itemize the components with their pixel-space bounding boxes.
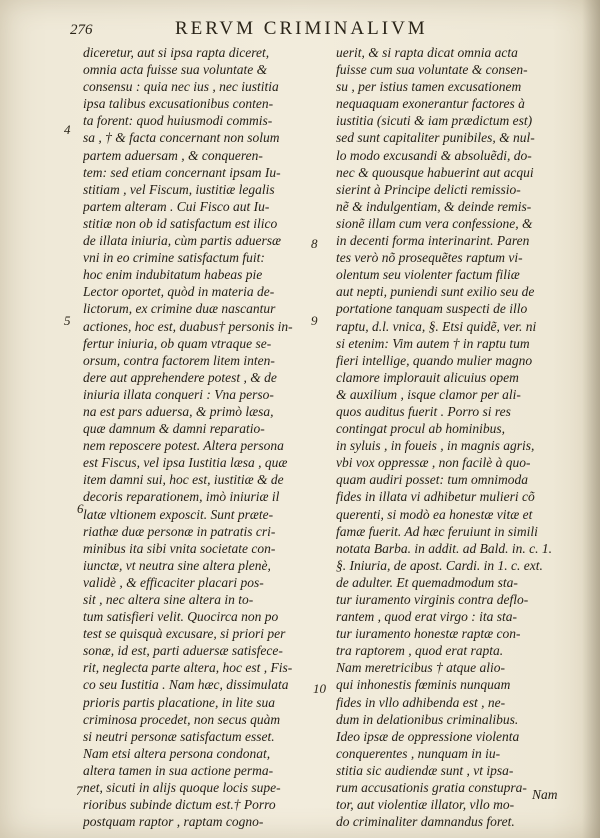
text-line: stitiæ non ob id satisfactum est ilico <box>83 215 278 231</box>
running-head: RERVM CRIMINALIVM <box>175 18 428 39</box>
text-line: quæ damnum & damni reparatio- <box>83 421 265 437</box>
text-line: sa , † & facta concernant non solum <box>83 130 280 146</box>
margin-number: 8 <box>311 236 318 251</box>
margin-number: 9 <box>311 313 318 328</box>
text-line: quam audiri posset: tum omnimoda <box>336 472 528 488</box>
text-line: orsum, contra factorem litem inten- <box>83 352 275 368</box>
text-line: fertur iniuria, ob quam vtraque se- <box>83 335 272 351</box>
text-line: item damni sui, hoc est, iustitiæ & de <box>83 472 284 488</box>
text-line: vbi vox oppressæ , non facilè à quo- <box>336 455 531 471</box>
text-line: fides in illata vi adhibetur mulieri cõ <box>336 489 535 505</box>
text-line: sed sunt capitaliter punibiles, & nul- <box>336 130 535 146</box>
text-line: sierint à Principe delicti remissio- <box>336 181 521 197</box>
text-line: criminosa procedet, non secus quàm <box>83 711 281 727</box>
text-line: in decenti forma interinarint. Paren <box>336 233 530 249</box>
text-line: nequaquam exonerantur factores à <box>336 96 525 112</box>
text-line: famæ fuerit. Ad hæc feruiunt in simili <box>336 523 538 539</box>
text-line: fieri intellige, quando mulier magno <box>336 352 533 368</box>
text-line: postquam raptor , raptam cogno- <box>83 814 264 830</box>
text-line: raptu, d.l. vnica, §. Etsi quidẽ, ver. ni <box>336 318 537 334</box>
text-line: Ideo ipsæ de oppressione violenta <box>336 728 520 744</box>
text-line: in syluis , in foueis , in magnis agris, <box>336 438 535 454</box>
text-line: consensu : quia nec ius , nec iustitia <box>83 79 279 95</box>
text-line: tur iuramento virginis contra deflo- <box>336 592 529 607</box>
text-line: tem: sed etiam concernant ipsam Iu- <box>83 164 281 180</box>
page-number: 276 <box>70 22 93 38</box>
text-line: si neutri personæ satisfactum esset. <box>83 728 275 744</box>
text-line: portatione tanquam suspecti de illo <box>336 301 528 317</box>
text-line: net, sicuti in alijs quoque locis supe- <box>83 780 281 796</box>
text-line: est Fiscus, vel ipsa Iustitia læsa , quæ <box>83 455 288 471</box>
text-line: stitia sic audiendæ sunt , vt ipsa- <box>336 762 514 778</box>
text-line: rum accusationis gratia constupra- <box>336 780 527 796</box>
page-edge-shadow <box>582 0 600 838</box>
text-line: decoris reparationem, imò iniuriæ il <box>83 489 280 505</box>
text-line: prioris partis placatione, in lite sua <box>83 694 276 710</box>
text-line: validè , & efficaciter placari pos- <box>83 574 264 590</box>
text-line: sonæ, id est, parti aduersæ satisfece- <box>83 643 283 659</box>
text-line: ipsa talibus excusationibus conten- <box>83 96 274 112</box>
text-line: conquerentes , nunquam in iu- <box>336 745 501 761</box>
margin-number: 10 <box>313 681 326 696</box>
left-text-column <box>83 44 321 830</box>
text-line: diceretur, aut si ipsa rapta diceret, <box>83 45 270 60</box>
text-line: de illata iniuria, cùm partis aduersæ <box>83 233 282 249</box>
text-line: & auxilium , isque clamor per ali- <box>336 386 521 402</box>
text-line: altera tamen in sua actione perma- <box>83 762 274 778</box>
catchword: Nam <box>532 787 558 802</box>
text-line: lo modo excusandi & absoluẽdi, do- <box>336 147 532 163</box>
text-line: co seu Iustitia . Nam hæc, dissimulata <box>83 677 289 693</box>
text-line: iunctæ, vt neutra sine altera plenè, <box>83 557 271 573</box>
text-line: rit, neglecta parte altera, hoc est , Fis- <box>83 660 293 676</box>
text-line: vni in eo crimine satisfactum fuit: <box>83 250 265 266</box>
text-line: iniuria illata conqueri : Vna perso- <box>83 386 274 402</box>
text-line: stitiam , vel Fiscum, iustitiæ legalis <box>83 181 275 197</box>
text-line: dum in delationibus criminalibus. <box>336 711 519 727</box>
text-line: omnia acta fuisse sua voluntate & <box>83 62 268 78</box>
text-line: ta forent: quod huiusmodi commis- <box>83 113 273 129</box>
text-line: uerit, & si rapta dicat omnia acta <box>336 45 518 60</box>
text-line: fides in vllo adhibenda est , ne- <box>336 694 506 710</box>
text-line: §. Iniuria, de apost. Cardi. in 1. c. ext. <box>336 557 543 573</box>
text-line: tes verò nõ prosequẽtes raptum vi- <box>336 250 523 266</box>
text-line: olentum seu violenter factum filiæ <box>336 267 520 283</box>
text-line: si etenim: Vim autem † in raptu tum <box>336 335 530 351</box>
text-line: riathæ duæ personæ in patratis cri- <box>83 523 276 539</box>
text-line: Nam etsi altera persona condonat, <box>83 745 271 761</box>
text-line: querenti, si modò ea honestæ vitæ et <box>336 506 533 522</box>
text-line: actiones, hoc est, duabus† personis in- <box>83 318 293 334</box>
text-line: de adulter. Et quemadmodum sta- <box>336 574 518 590</box>
text-line: latæ vltionem exposcit. Sunt præte- <box>83 506 274 522</box>
text-line: contingat procul ab hominibus, <box>336 421 505 437</box>
text-line: aut nepti, puniendi sunt exilio seu de <box>336 284 535 300</box>
text-line: clamore implorauit alicuius opem <box>336 369 519 385</box>
text-line: notata Barba. in addit. ad Bald. in. c. 1. <box>336 540 552 556</box>
text-line: tor, aut violentiæ illator, vllo mo- <box>336 797 515 813</box>
text-line: sit , nec altera sine altera in to- <box>83 592 254 607</box>
text-line: tum satisfieri velit. Quocirca non po <box>83 609 279 625</box>
text-line: hoc enim indubitatum habeas pie <box>83 267 263 283</box>
text-line: rioribus subinde dictum est.† Porro <box>83 797 276 813</box>
text-line: partem alteram . Cui Fisco aut Iu- <box>83 198 270 214</box>
margin-number: 4 <box>64 122 71 137</box>
text-line: tur iuramento honestæ raptæ con- <box>336 626 521 642</box>
right-text-column <box>336 44 564 830</box>
text-line: sionẽ illam cum vera confessione, & <box>336 215 533 231</box>
text-line: Lector oportet, quòd in materia de- <box>83 284 275 300</box>
text-line: minibus ita sibi vnita societate con- <box>83 540 276 556</box>
text-line: dere aut apprehendere potest , & de <box>83 369 277 385</box>
text-line: do criminaliter damnandus foret. <box>336 814 515 830</box>
text-line: test se quisquà excusare, si priori per <box>83 626 286 642</box>
text-line: partem aduersam , & conqueren- <box>83 147 263 163</box>
text-line: nem reposcere potest. Altera persona <box>83 438 284 454</box>
text-line: iustitia (sicuti & iam prædictum est) <box>336 113 533 129</box>
text-line: tra raptorem , quod erat rapta. <box>336 643 504 659</box>
text-line: nec & quousque habuerint aut acqui <box>336 164 534 180</box>
text-line: su , per istius tamen excusationem <box>336 79 522 95</box>
text-line: lictorum, ex crimine duæ nascantur <box>83 301 276 317</box>
text-line: qui inhonestis fœminis nunquam <box>336 677 511 693</box>
text-line: quos auditus fuerit . Porro si res <box>336 403 511 419</box>
text-line: nẽ & indulgentiam, & deinde remis- <box>336 198 532 214</box>
text-line: fuisse cum sua voluntate & consen- <box>336 62 528 78</box>
text-line: Nam meretricibus † atque alio- <box>336 660 505 676</box>
margin-number: 7 <box>76 783 83 798</box>
margin-number: 5 <box>64 313 71 328</box>
text-line: na est pars aduersa, & primò læsa, <box>83 403 274 419</box>
margin-number: 6 <box>77 501 84 516</box>
text-line: rantem , quod erat virgo : ita sta- <box>336 609 517 625</box>
